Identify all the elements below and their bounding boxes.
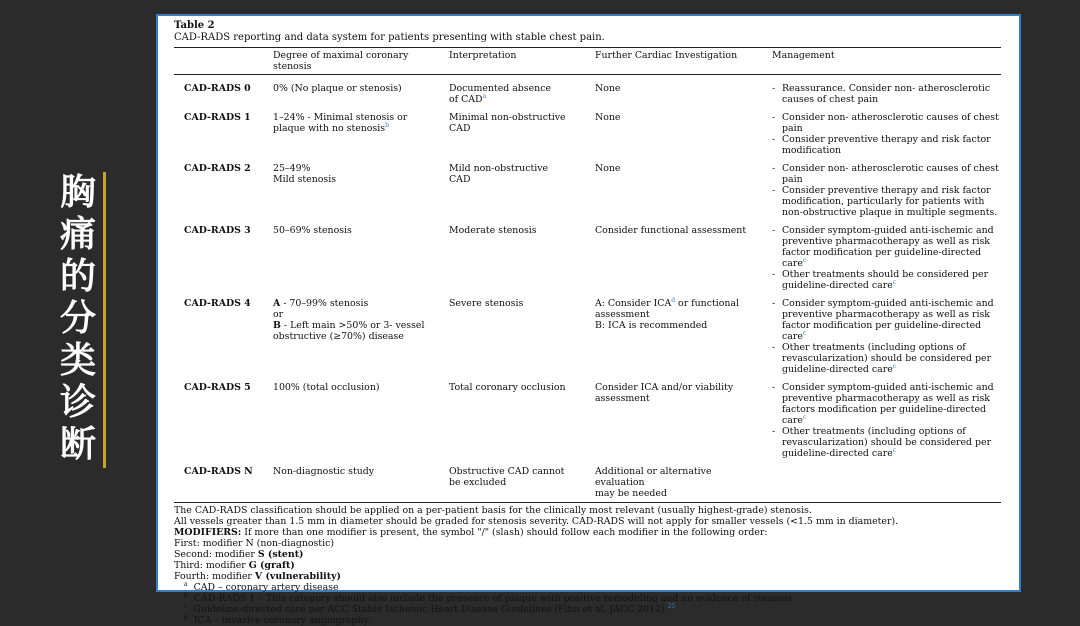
side-title [52,172,104,466]
table-row [174,163,1001,225]
grade-cell: CAD-RADS 2 [184,163,251,174]
investigation-cell: None [595,112,621,123]
footnote-ref[interactable]: d [671,296,676,304]
table-row [174,112,1001,163]
management-cell [770,112,1001,163]
stenosis-cell: 0% (No plaque or stenosis) [273,83,402,94]
modifiers-line [174,527,1001,538]
stenosis-cell: Non-diagnostic study [273,466,375,477]
footnote [174,615,1001,626]
management-text: Consider symptom-guided anti-ischemic and preventive pharmacotherapy as well as risk factors modification per guideline-directed care [782,382,994,426]
interpretation-line: CAD [449,174,471,185]
table-row [174,466,1001,502]
footnote-ref[interactable]: b [385,121,389,129]
interpretation-line: Mild non-obstructive [449,163,549,174]
stenosis-option-label: B [273,320,281,331]
footnote-mark: b [184,591,188,599]
stenosis-line: 25–49% [273,163,311,174]
table-row [174,298,1001,382]
modifier-name: G (graft) [248,560,295,571]
grade-cell: CAD-RADS 0 [184,83,251,94]
management-item [772,269,999,291]
investigation-line: may be needed [595,488,667,499]
stenosis-cell [271,112,447,163]
management-cell [770,75,1001,113]
interpretation-cell [447,75,593,113]
table-row [174,382,1001,466]
header-cell [174,48,271,75]
table-panel [156,14,1021,626]
investigation-line: or functional assessment [595,298,739,320]
table-header-row [174,48,1001,75]
header-cell: Interpretation [447,48,593,75]
footnote-text: Guideline-directed care per ACC Stable Ischemic Heart Disease Guidelines (Fihn et al. JACC 2012). [193,604,668,615]
side-title-char: 的 [59,256,96,297]
side-title-char: 断 [59,424,96,465]
interpretation-cell: Moderate stenosis [449,225,537,236]
header-cell: Management [770,48,1001,75]
interpretation-line: Minimal non-obstructive [449,112,566,123]
modifiers-label: MODIFIERS: [174,527,242,538]
modifier-name: V (vulnerability) [254,571,341,582]
management-item [772,426,999,459]
modifier-third [174,560,1001,571]
footnote-mark: a [184,580,188,588]
management-item: - Consider preventive therapy and risk factor modification, particularly for patients with non-obstructive plaque in multiple segments. [772,185,999,218]
note-line: All vessels greater than 1.5 mm in diameter should be graded for stenosis severity. CAD-RADS will not apply for smaller vessels (<1.5 mm in diameter). [174,516,899,527]
investigation-line: Consider ICA and/or viability [595,382,734,393]
modifiers-text: If more than one modifier is present, the symbol "/" (slash) should follow each modifier in the following order: [241,527,768,538]
reference-link[interactable]: 25 [667,602,676,610]
management-item: - Consider non- atherosclerotic causes of chest pain [772,112,999,134]
interpretation-line: Obstructive CAD cannot [449,466,565,477]
side-title-char: 痛 [59,214,96,255]
footnote-text: CAD-RADS 1 – This category should also include the presence of plaque with positive remodeling and no evidence of stenosis [193,593,792,604]
table-caption: CAD-RADS reporting and data system for patients presenting with stable chest pain. [174,32,605,43]
modifier-text: Second: modifier [174,549,258,560]
modifier-fourth [174,571,1001,582]
investigation-line: evaluation [595,477,645,488]
stenosis-line: plaque with no stenosis [273,123,386,134]
footnote-mark: c [184,602,188,610]
investigation-cell: Consider functional assessment [595,225,747,236]
management-item: - Reassurance. Consider non- atherosclerotic causes of chest pain [772,83,999,105]
footnote [174,582,1001,593]
management-cell [770,298,1001,382]
footnote-ref[interactable]: c [892,362,897,370]
management-item: - Consider preventive therapy and risk factor modification [772,134,999,156]
side-title-char: 类 [59,340,96,381]
grade-cell: CAD-RADS 3 [184,225,251,236]
side-title-char: 诊 [59,382,96,423]
footnote [174,593,1001,604]
stenosis-line: - Left main >50% or 3- vessel obstructive (≥70%) disease [273,320,425,342]
management-item [772,298,999,342]
table-label: Table 2 [174,20,215,31]
stenosis-cell: 50–69% stenosis [273,225,352,236]
footnote-text: ICA – invasive coronary angiography. [193,615,371,626]
interpretation-cell [447,112,593,163]
stenosis-cell [271,298,447,382]
stenosis-line: - 70–99% stenosis [280,298,369,309]
header-cell: Degree of maximal coronary stenosis [271,48,447,75]
interpretation-line: Documented absence [449,83,552,94]
modifier-second [174,549,1001,560]
investigation-cell [593,466,770,502]
management-item [772,382,999,426]
stenosis-line: Mild stenosis [273,174,337,185]
management-item: - Consider non- atherosclerotic causes of chest pain [772,163,999,185]
interpretation-cell [447,163,593,225]
management-text: Consider symptom-guided anti-ischemic and preventive pharmacotherapy as well as risk factor modification per guideline-directed care [782,298,994,342]
investigation-cell: None [595,83,621,94]
interpretation-line: CAD [449,123,471,134]
grade-cell: CAD-RADS 4 [184,298,251,309]
interpretation-line: be excluded [449,477,507,488]
investigation-line: A: Consider ICA [595,298,672,309]
investigation-cell [593,298,770,382]
management-item [772,225,999,269]
footnote [174,604,1001,615]
stenosis-option-label: A [273,298,281,309]
footnote-ref[interactable]: c [802,413,807,421]
footnote-ref[interactable]: c [892,446,897,454]
footnote-ref[interactable]: c [802,256,807,264]
management-cell [770,382,1001,466]
investigation-line: B: ICA is recommended [595,320,708,331]
cad-rads-table [174,47,1001,502]
management-text: Other treatments (including options of revascularization) should be considered per guideline-directed care [782,426,992,459]
management-item [772,342,999,375]
management-text: Other treatments (including options of revascularization) should be considered per guideline-directed care [782,342,992,375]
side-title-char: 分 [59,298,96,339]
modifier-first: First: modifier N (non-diagnostic) [174,538,334,549]
stenosis-line: or [273,309,284,320]
table-row [174,75,1001,113]
stenosis-cell: 100% (total occlusion) [273,382,380,393]
interpretation-cell [447,466,593,502]
investigation-line: assessment [595,393,650,404]
interpretation-line: of CAD [449,94,483,105]
accent-bar [103,172,106,468]
interpretation-cell: Severe stenosis [449,298,524,309]
modifier-text: Fourth: modifier [174,571,255,582]
investigation-cell [593,382,770,466]
side-title-char: 胸 [59,172,96,213]
footnote-ref[interactable]: a [482,92,487,100]
table-notes [174,502,1001,626]
management-text: Other treatments should be considered per guideline-directed care [782,269,989,291]
stenosis-cell [271,163,447,225]
modifier-name: S (stent) [257,549,304,560]
table-row [174,225,1001,298]
management-cell [770,225,1001,298]
note-line: The CAD-RADS classification should be applied on a per-patient basis for the clinically most relevant (usually highest-grade) stenosis. [174,505,812,516]
modifier-text: Third: modifier [174,560,249,571]
stenosis-line: 1–24% - Minimal stenosis or [273,112,408,123]
management-cell [770,466,1001,502]
grade-cell: CAD-RADS N [184,466,253,477]
footnote-ref[interactable]: c [892,278,897,286]
footnote-ref[interactable]: c [802,329,807,337]
header-cell: Further Cardiac Investigation [593,48,770,75]
grade-cell: CAD-RADS 5 [184,382,251,393]
management-text: Consider symptom-guided anti-ischemic and preventive pharmacotherapy as well as risk factor modification per guideline-directed care [782,225,994,269]
management-cell [770,163,1001,225]
investigation-line: Additional or alternative [595,466,712,477]
investigation-cell: None [595,163,621,174]
interpretation-cell: Total coronary occlusion [449,382,566,393]
footnote-text: CAD – coronary artery disease [193,582,339,593]
footnote-mark: d [184,613,188,621]
grade-cell: CAD-RADS 1 [184,112,251,123]
